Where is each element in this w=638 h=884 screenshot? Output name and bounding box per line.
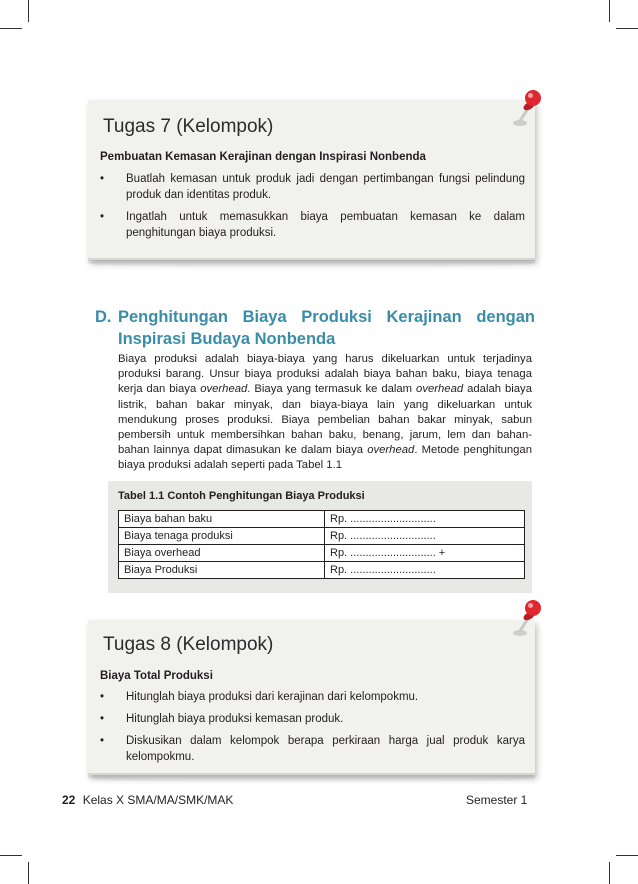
table-cell-label: Biaya bahan baku — [119, 511, 325, 528]
task8-note — [88, 620, 535, 775]
list-item — [100, 689, 525, 705]
table-row — [119, 528, 525, 545]
crop-mark-top-right-h — [616, 28, 638, 29]
table-cell-value: Rp. ............................ — [325, 511, 525, 528]
table-cell-value: Rp. ............................ + — [325, 545, 525, 562]
list-item — [100, 171, 525, 203]
list-item — [100, 209, 525, 241]
table-cell-value: Rp. ............................ — [325, 528, 525, 545]
table-row — [119, 511, 525, 528]
bullet-dot: • — [100, 691, 105, 703]
push-pin-icon — [507, 598, 547, 642]
table-cell-label: Biaya tenaga produksi — [119, 528, 325, 545]
crop-mark-bottom-left-v — [28, 862, 29, 884]
table-cell-value: Rp. ............................ — [325, 562, 525, 579]
footer-left — [62, 793, 233, 807]
footer-semester: Semester 1 — [466, 793, 528, 807]
list-item — [100, 711, 525, 727]
page-number: 22 — [62, 793, 76, 807]
section-letter: D. — [95, 308, 112, 326]
section-paragraph — [118, 352, 532, 474]
task7-title: Tugas 7 (Kelompok) — [103, 116, 274, 137]
task7-bullet-text: Ingatlah untuk memasukkan biaya pembuatan kemasan ke dalam penghitungan biaya produksi. — [126, 211, 525, 239]
table-row — [119, 562, 525, 579]
table-box — [108, 481, 532, 593]
crop-mark-bottom-right-h — [616, 855, 638, 856]
task8-bullet-text: Hitunglah biaya produksi kemasan produk. — [126, 713, 344, 725]
list-item — [100, 733, 525, 765]
section-paragraph-text: Biaya produksi adalah biaya-biaya yang harus dikeluarkan untuk terjadinya produksi barang. Unsur biaya produksi adalah biaya bahan baku, biaya tenaga kerja dan biaya overhead. Biaya yang termasuk ke dalam overhead adalah biaya listrik, bahan bakar minyak, dan biaya-biaya lain yang dikeluarkan untuk mendukung proses produksi. Biaya pembelian bahan bakar minyak, sabun pembersih untuk membersihkan bahan baku, benang, jarum, lem dan bahan-bahan lainnya dapat dimasukan ke dalam biaya overhead. Metode penghitungan biaya produksi adalah seperti pada Tabel 1.1 — [118, 353, 532, 472]
cost-table — [118, 510, 525, 579]
task8-title: Tugas 8 (Kelompok) — [103, 634, 274, 655]
task8-bullet-text: Hitunglah biaya produksi dari kerajinan dari kelompokmu. — [126, 691, 419, 703]
section-title-text: Penghitungan Biaya Produksi Kerajinan dengan Inspirasi Budaya Nonbenda — [118, 308, 535, 348]
table-row — [119, 545, 525, 562]
bullet-dot: • — [100, 735, 105, 747]
task7-subtitle: Pembuatan Kemasan Kerajinan dengan Inspirasi Nonbenda — [100, 151, 426, 163]
bullet-dot: • — [100, 173, 105, 185]
bullet-dot: • — [100, 211, 105, 223]
task8-subtitle: Biaya Total Produksi — [100, 670, 213, 682]
task7-note — [88, 100, 535, 260]
table-caption: Tabel 1.1 Contoh Penghitungan Biaya Produksi — [118, 490, 365, 502]
task7-bullet-text: Buatlah kemasan untuk produk jadi dengan pertimbangan fungsi pelindung produk dan identitas produk. — [126, 173, 525, 201]
crop-mark-top-right-v — [609, 0, 610, 22]
crop-mark-top-left-h — [0, 28, 22, 29]
section-title — [95, 306, 535, 350]
footer-book-title: Kelas X SMA/MA/SMK/MAK — [82, 793, 234, 807]
crop-mark-bottom-left-h — [0, 855, 22, 856]
push-pin-icon — [507, 88, 547, 132]
crop-mark-top-left-v — [28, 0, 29, 22]
task7-bullet-list — [100, 171, 525, 247]
task8-bullet-list — [100, 689, 525, 771]
task8-bullet-text: Diskusikan dalam kelompok berapa perkiraan harga jual produk karya kelompokmu. — [126, 735, 525, 763]
crop-mark-bottom-right-v — [609, 862, 610, 884]
bullet-dot: • — [100, 713, 105, 725]
table-cell-label: Biaya overhead — [119, 545, 325, 562]
table-cell-label: Biaya Produksi — [119, 562, 325, 579]
